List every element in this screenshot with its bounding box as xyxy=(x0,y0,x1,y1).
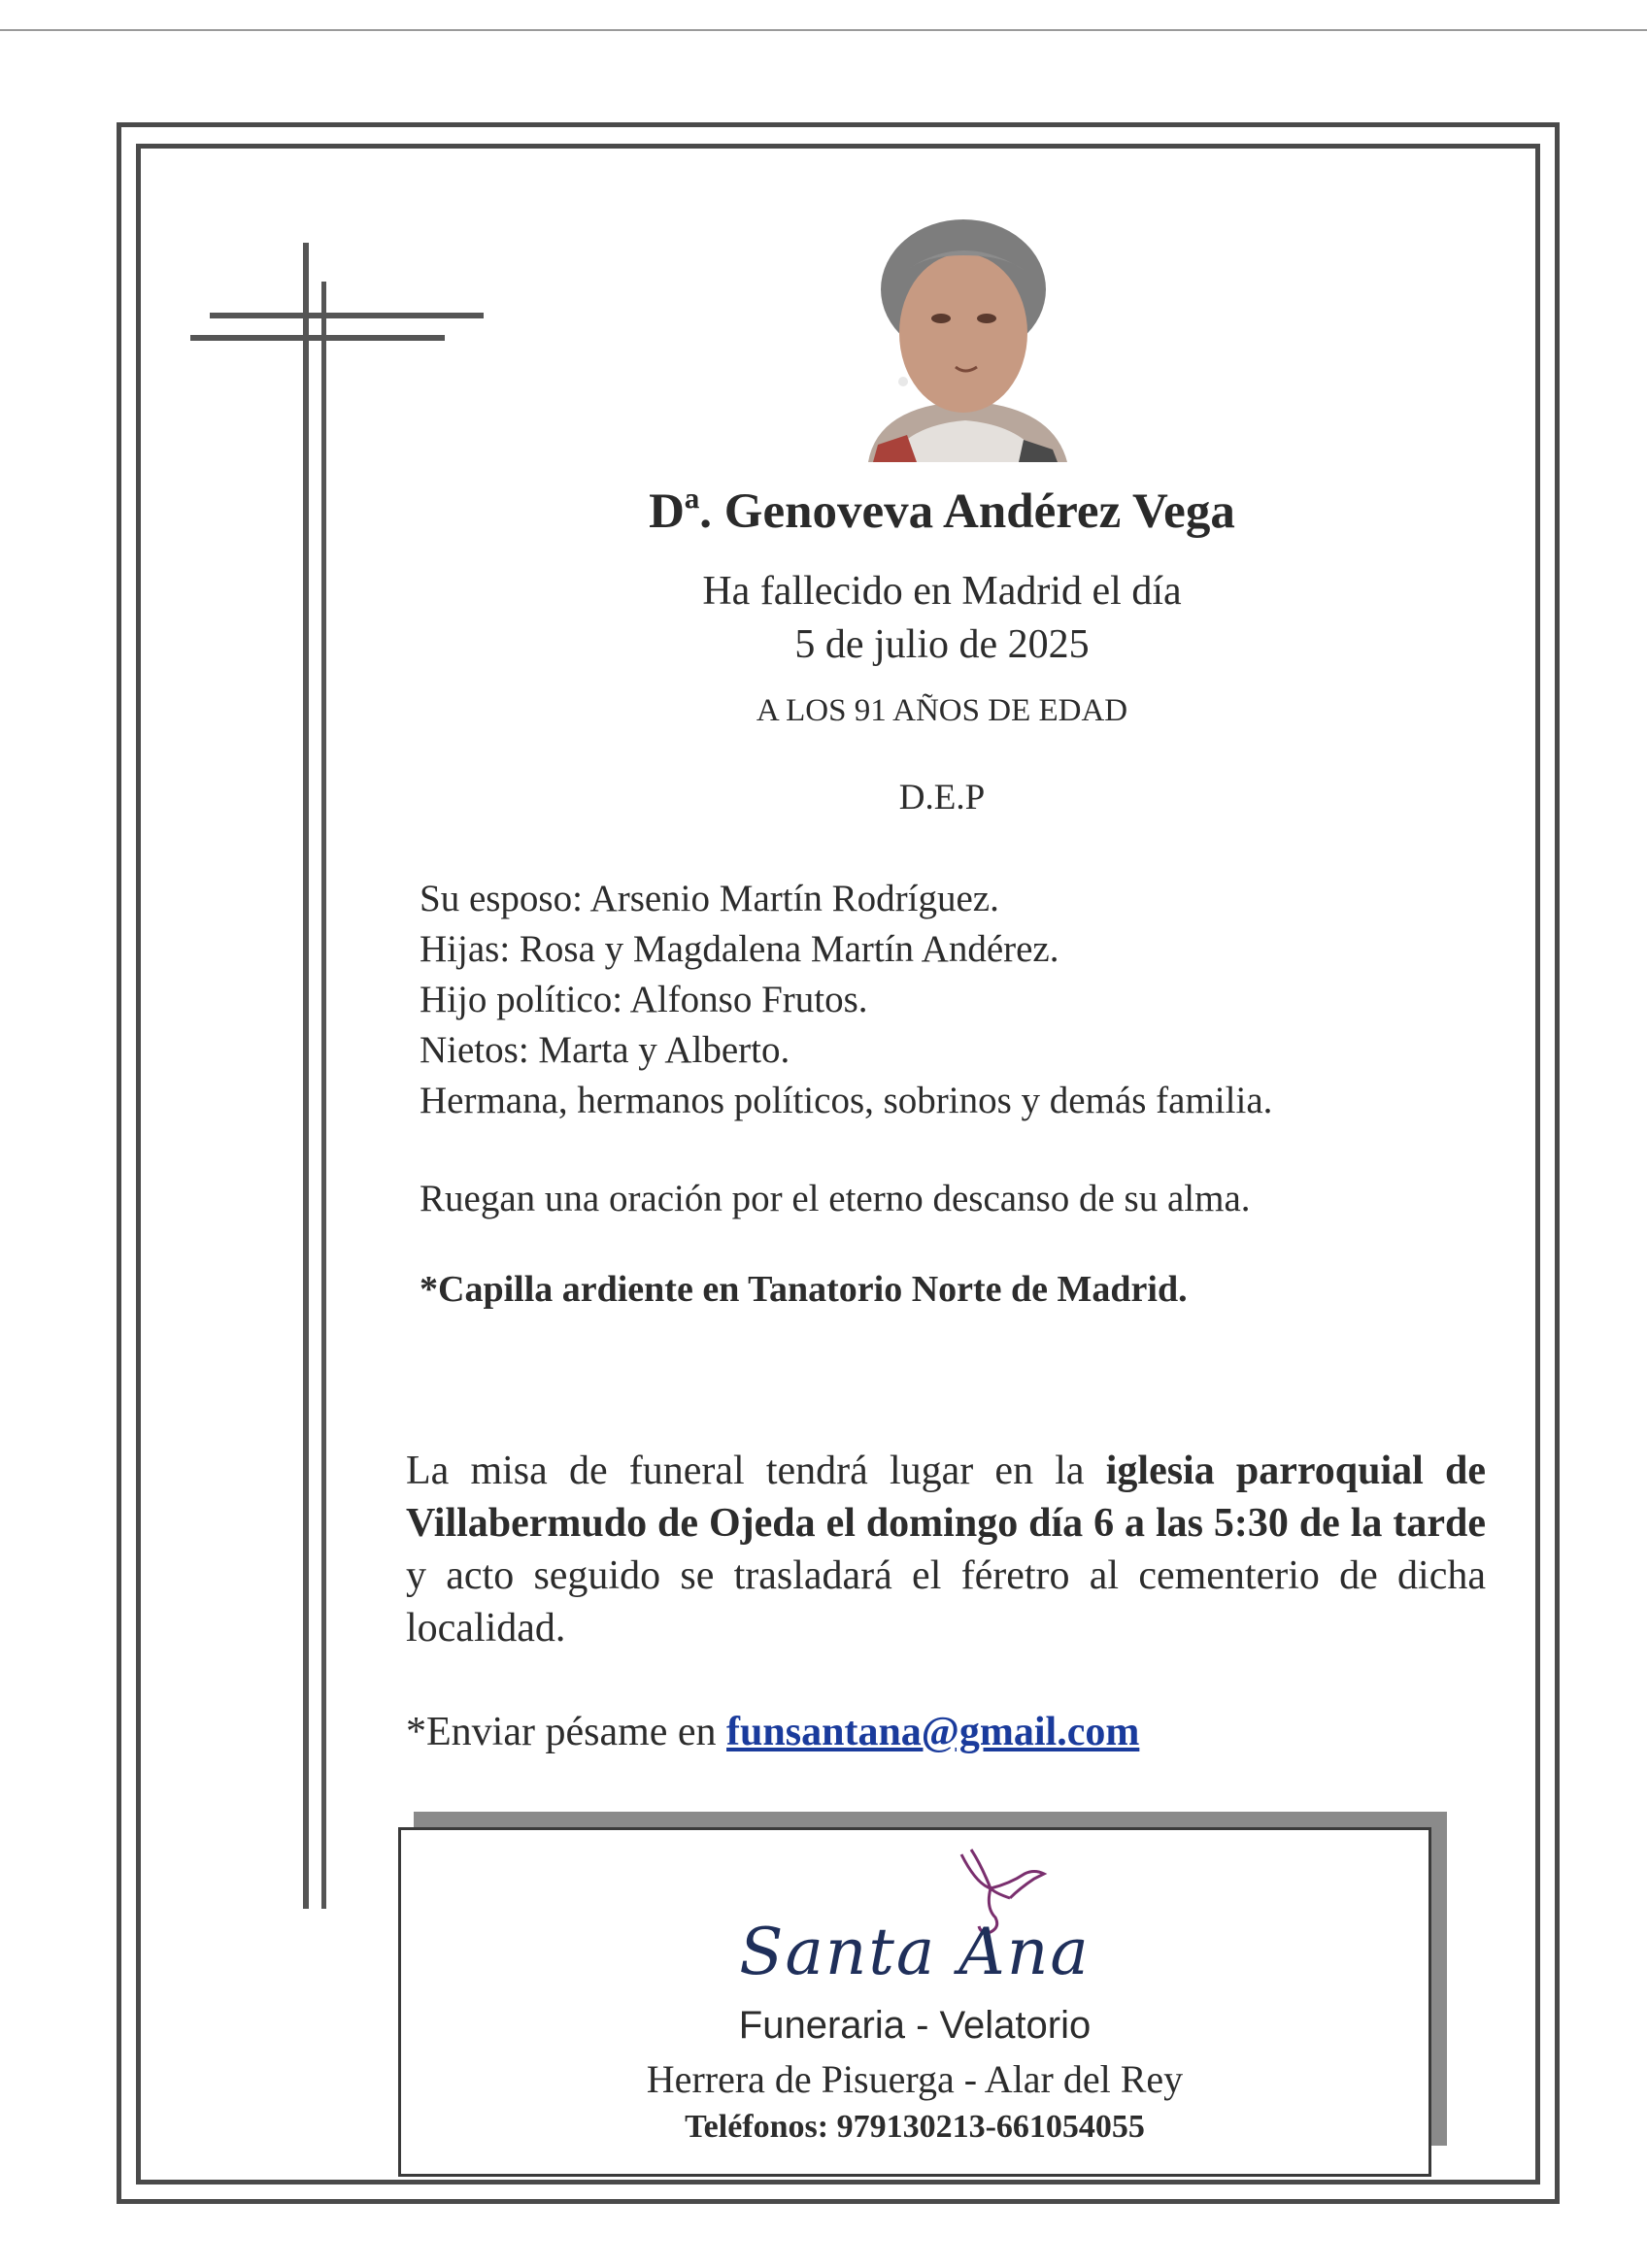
condolence-label: *Enviar pésame en xyxy=(406,1710,727,1754)
dep-line: D.E.P xyxy=(898,778,986,817)
funeral-home-brand: Santa Ana xyxy=(739,1915,1091,1989)
death-place-line: Ha fallecido en Madrid el día xyxy=(702,569,1182,614)
family-line: Hermana, hermanos políticos, sobrinos y demás familia. xyxy=(420,1080,1273,1121)
funeral-details xyxy=(406,1445,1486,1654)
funeral-home-phones: Teléfonos: 979130213-661054055 xyxy=(685,2109,1145,2145)
funeral-home-type: Funeraria - Velatorio xyxy=(738,2004,1092,2047)
family-list xyxy=(420,874,1272,1126)
condolence-line xyxy=(406,1709,1139,1755)
box-shadow xyxy=(414,1812,1447,1827)
condolence-email-link[interactable]: funsantana@gmail.com xyxy=(726,1710,1140,1754)
family-line: Nietos: Marta y Alberto. xyxy=(420,1029,790,1071)
portrait-photo xyxy=(849,212,1082,462)
family-line: Hijas: Rosa y Magdalena Martín Andérez. xyxy=(420,928,1059,970)
family-line: Su esposo: Arsenio Martín Rodríguez. xyxy=(420,878,999,919)
scan-top-line xyxy=(0,29,1647,31)
funeral-home-places: Herrera de Pisuerga - Alar del Rey xyxy=(646,2057,1184,2101)
chapel-notice: *Capilla ardiente en Tanatorio Norte de Madrid. xyxy=(420,1269,1188,1310)
family-line: Hijo político: Alfonso Frutos. xyxy=(420,979,868,1020)
age-line: A LOS 91 AÑOS DE EDAD xyxy=(756,693,1128,728)
funeral-text-1: La misa de funeral tendrá lugar en la xyxy=(406,1449,1106,1493)
funeral-text-bold: iglesia parroquial de Villabermudo de Ojeda el domingo día 6 a las 5:30 de la tarde xyxy=(406,1449,1487,1546)
deceased-name: Dª. Genoveva Andérez Vega xyxy=(649,484,1235,539)
death-date-line: 5 de julio de 2025 xyxy=(794,622,1090,667)
prayer-request: Ruegan una oración por el eterno descanso de su alma. xyxy=(420,1178,1251,1219)
box-shadow xyxy=(1431,1812,1447,2146)
funeral-text-2: y acto seguido se trasladará el féretro al cementerio de dicha localidad. xyxy=(406,1553,1486,1651)
